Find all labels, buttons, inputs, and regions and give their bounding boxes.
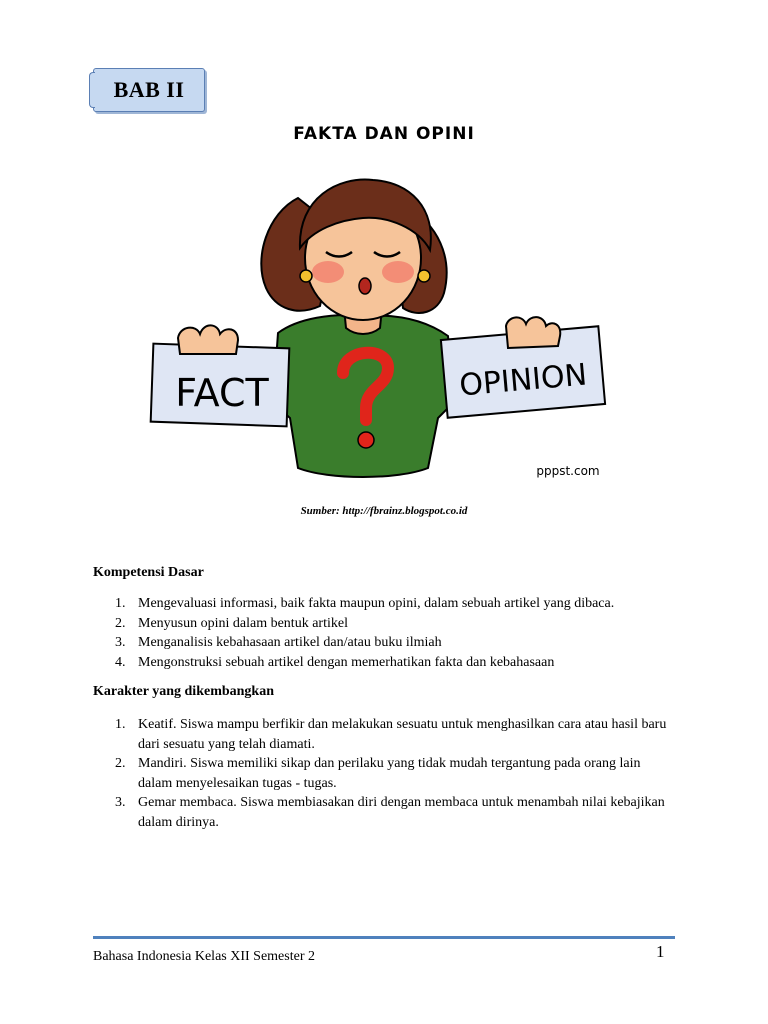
chapter-label-box — [93, 68, 205, 112]
chapter-label: BAB II — [113, 77, 185, 102]
opinion-sign-label: OPINION — [457, 357, 589, 404]
right-hand — [506, 317, 560, 348]
list-item: 1. Mengevaluasi informasi, baik fakta maupun opini, dalam sebuah artikel yang dibaca. — [115, 596, 615, 611]
page-title: FAKTA DAN OPINI — [293, 124, 475, 144]
list-item: 3. Gemar membaca. Siswa membiasakan diri dengan membaca untuk menambah nilai kebajikan dalam dirinya. — [115, 795, 665, 830]
karakter-heading: Karakter yang dikembangkan — [93, 684, 274, 699]
mouth — [359, 278, 371, 294]
footer-text: Bahasa Indonesia Kelas XII Semester 2 — [93, 949, 315, 964]
list-item: 2. Menyusun opini dalam bentuk artikel — [115, 615, 348, 631]
image-source-caption: Sumber: http://fbrainz.blogspot.co.id — [300, 505, 468, 517]
kompetensi-heading: Kompetensi Dasar — [93, 565, 204, 580]
list-item: 1. Keatif. Siswa mampu berfikir dan melakukan sesuatu untuk menghasilkan cara atau hasil baru dari sesuatu yang telah diamati. — [115, 717, 667, 752]
watermark: pppst.com — [536, 464, 600, 478]
fact-opinion-illustration — [148, 168, 608, 498]
list-item: 2. Mandiri. Siswa memiliki sikap dan perilaku yang tidak mudah tergantung pada orang lain dalam menyelesaikan tugas - tugas. — [115, 756, 641, 791]
cheek-left — [312, 261, 344, 283]
list-item: 3. Menganalisis kebahasaan artikel dan/atau buku ilmiah — [115, 635, 442, 650]
kompetensi-list — [93, 594, 683, 672]
list-item: 4. Mengonstruksi sebuah artikel dengan memerhatikan fakta dan kebahasaan — [115, 654, 555, 670]
karakter-list — [93, 715, 678, 832]
left-hand — [178, 325, 238, 354]
cheek-right — [382, 261, 414, 283]
earring-left — [300, 270, 312, 282]
fact-sign-label: FACT — [175, 371, 269, 415]
question-dot — [358, 432, 374, 448]
earring-right — [418, 270, 430, 282]
page-number: 1 — [656, 942, 665, 961]
footer-divider — [93, 936, 675, 939]
